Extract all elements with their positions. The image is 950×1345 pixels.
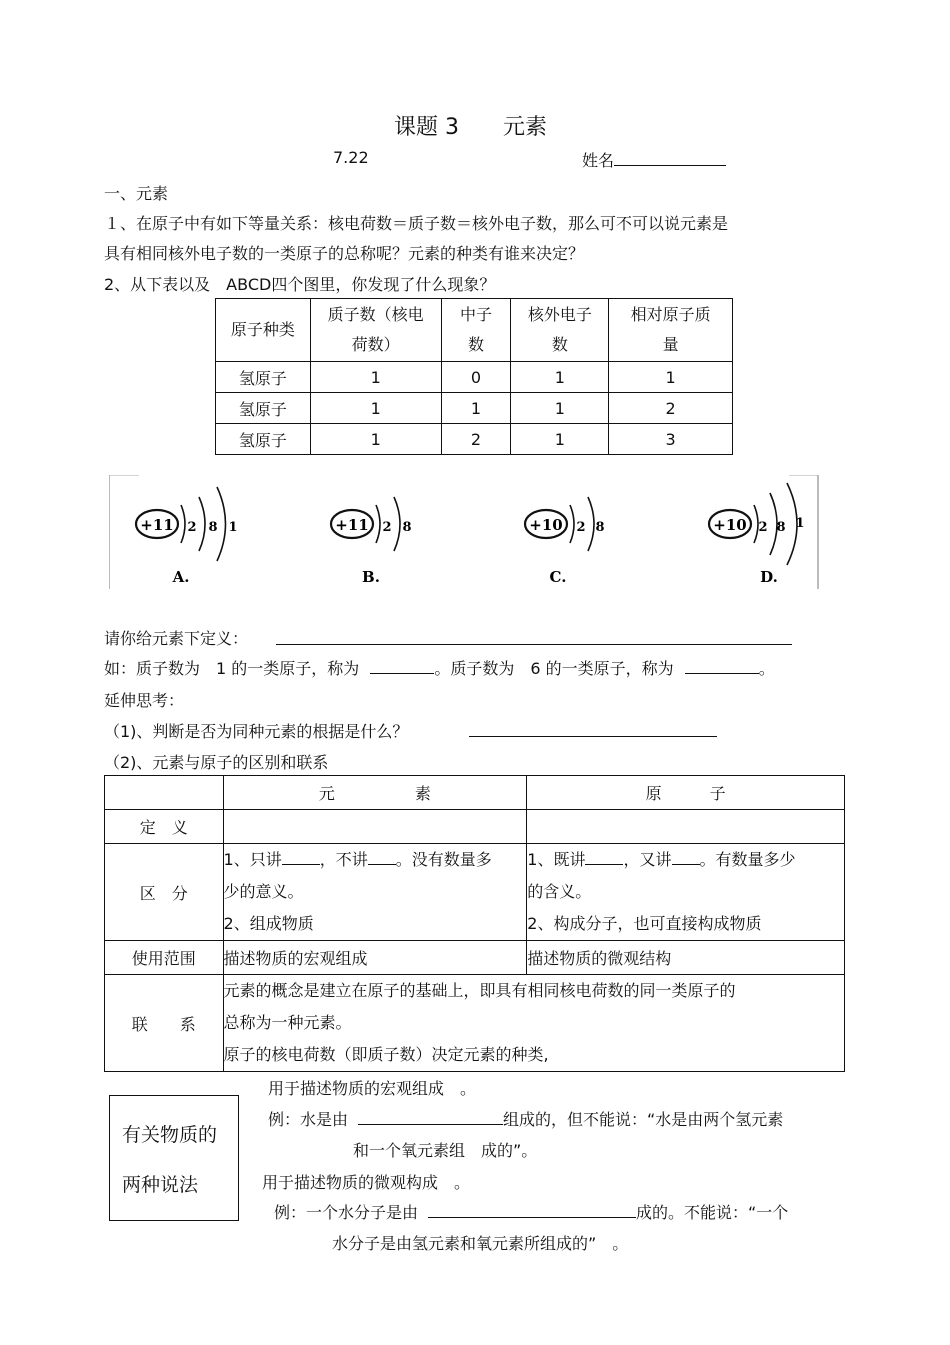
date: 7.22 (333, 148, 369, 167)
name-label-text: 姓名 (582, 151, 615, 170)
table-header-row (105, 776, 845, 810)
definition-element-cell[interactable] (223, 810, 527, 844)
table-cell: 1 (511, 362, 609, 393)
cell-line: 的含义。 (527, 882, 592, 901)
shell-label: 8 (595, 520, 605, 535)
table-row (105, 844, 845, 941)
usage-macro-example: 例：水是由 组成的，但不能说：“水是由两个氢元素 (268, 1110, 784, 1129)
header-cell: 核外电子 数 (511, 299, 609, 362)
shell-label: 8 (776, 520, 786, 535)
example-text-2: 。质子数为 6 的一类原子，称为 (434, 659, 674, 678)
extend-question-2: （2)、元素与原子的区别和联系 (104, 753, 329, 772)
table-cell: 2 (441, 424, 511, 455)
extend-question-1-text: （1)、判断是否为同种元素的根据是什么？ (104, 722, 409, 741)
usage-macro-example-cont: 和一个氧元素组 成的”。 (353, 1141, 538, 1160)
diagram-label: C. (549, 568, 567, 586)
table-cell: 0 (441, 362, 511, 393)
cell-line: 1、只讲 ，不讲 。没有数量多 (223, 850, 492, 869)
table-cell: 区 分 (105, 844, 224, 941)
table-cell: 元 素 (223, 776, 527, 810)
table-cell: 氢原子 (216, 393, 311, 424)
table-cell: 3 (609, 424, 733, 455)
table-cell (223, 975, 844, 1072)
table-cell: 氢原子 (216, 362, 311, 393)
usage-micro-example: 例：一个水分子是由 成的。不能说：“一个 (274, 1203, 789, 1222)
usage-micro: 用于描述物质的微观构成 。 (262, 1173, 471, 1192)
definition-atom-cell[interactable] (527, 810, 845, 844)
isotope-table (215, 298, 733, 455)
shell-label: 2 (382, 520, 392, 535)
table-cell: 1 (310, 424, 441, 455)
definition-prompt (104, 626, 248, 649)
shell-label: 1 (795, 516, 805, 531)
usage-box-line1: 有关物质的 (122, 1124, 218, 1146)
definition-example (104, 656, 775, 679)
nucleus-label: +11 (140, 516, 174, 534)
name-label (582, 148, 726, 171)
nucleus-label: +10 (713, 516, 747, 534)
shell-label: 2 (758, 520, 768, 535)
cell-line: 总称为一种元素。 (223, 1013, 352, 1032)
cell-line: 2、构成分子，也可直接构成物质 (527, 914, 762, 933)
example-blank-2[interactable] (685, 659, 759, 674)
nucleus-label: +11 (335, 516, 369, 534)
header-cell: 中子 数 (441, 299, 511, 362)
cell-line: 元素的概念是建立在原子的基础上，即具有相同核电荷数的同一类原子的 (223, 981, 736, 1000)
table-cell: 描述物质的微观结构 (527, 941, 845, 975)
blank[interactable] (282, 850, 320, 865)
table-row (105, 975, 845, 1072)
table-row (105, 941, 845, 975)
shell-label: 8 (208, 520, 218, 535)
table-row (216, 424, 733, 455)
cell-line: 2、组成物质 (223, 914, 314, 933)
table-cell: 1 (310, 393, 441, 424)
extend-question-1 (104, 719, 408, 742)
question-1-line2: 具有相同核外电子数的一类原子的总称呢？元素的种类有谁来决定？ (104, 244, 585, 263)
header-cell: 质子数（核电 荷数） (310, 299, 441, 362)
table-cell: 定 义 (105, 810, 224, 844)
blank[interactable] (585, 850, 623, 865)
definition-prompt-text: 请你给元素下定义： (104, 629, 249, 648)
table-cell: 氢原子 (216, 424, 311, 455)
macro-blank[interactable] (358, 1110, 503, 1125)
element-atom-table (104, 775, 845, 1072)
atom-diagrams (109, 475, 819, 589)
question-1-line1: １、在原子中有如下等量关系：核电荷数＝质子数＝核外电子数，那么可不可以说元素是 (104, 214, 729, 233)
atom-diagram-a (136, 487, 238, 586)
example-text-1: 如：质子数为 1 的一类原子，称为 (104, 659, 360, 678)
table-cell: 2 (609, 393, 733, 424)
table-cell: 描述物质的宏观组成 (223, 941, 527, 975)
page-title: 课题 3 元素 (394, 115, 547, 140)
table-cell: 1 (609, 362, 733, 393)
nucleus-label: +10 (529, 516, 563, 534)
example-end: 。 (758, 659, 775, 678)
table-cell: 1 (511, 393, 609, 424)
table-header-row (216, 299, 733, 362)
definition-blank[interactable] (276, 630, 792, 645)
header-cell: 原子种类 (216, 299, 311, 362)
micro-blank[interactable] (428, 1203, 636, 1218)
shell-label: 8 (402, 520, 412, 535)
header-cell: 相对原子质 量 (609, 299, 733, 362)
table-cell: 使用范围 (105, 941, 224, 975)
table-cell (105, 776, 224, 810)
blank[interactable] (368, 850, 396, 865)
cell-line: 少的意义。 (223, 882, 304, 901)
cell-line: 原子的核电荷数（即质子数）决定元素的种类, (223, 1045, 549, 1064)
cell-line: 1、既讲 ，又讲 。有数量多少 (527, 850, 796, 869)
usage-box (109, 1095, 239, 1221)
name-blank[interactable] (614, 151, 726, 166)
table-cell (527, 844, 845, 941)
usage-micro-example-cont: 水分子是由氢元素和氧元素所组成的” 。 (332, 1234, 629, 1253)
usage-macro: 用于描述物质的宏观组成 。 (268, 1079, 477, 1098)
diagram-label: D. (760, 568, 778, 586)
extend-blank-1[interactable] (469, 722, 717, 737)
blank[interactable] (672, 850, 700, 865)
table-row (105, 810, 845, 844)
diagram-label: A. (172, 568, 190, 586)
table-cell (223, 844, 527, 941)
section-heading: 一、元素 (104, 184, 169, 203)
diagram-label: B. (362, 568, 380, 586)
question-2: 2、从下表以及 ABCD四个图里，你发现了什么现象？ (104, 275, 496, 294)
shell-label: 2 (576, 520, 586, 535)
atom-diagram-d (709, 483, 805, 586)
table-cell: 1 (441, 393, 511, 424)
atom-diagram-c (525, 497, 605, 586)
table-cell: 1 (310, 362, 441, 393)
table-row (216, 393, 733, 424)
extend-thinking: 延伸思考： (104, 691, 185, 710)
table-cell: 原 子 (527, 776, 845, 810)
table-row (216, 362, 733, 393)
atom-diagram-b (331, 497, 412, 586)
example-blank-1[interactable] (370, 659, 434, 674)
table-cell: 1 (511, 424, 609, 455)
shell-label: 1 (228, 520, 238, 535)
usage-box-line2: 两种说法 (122, 1174, 199, 1196)
shell-label: 2 (187, 520, 197, 535)
table-cell: 联 系 (105, 975, 224, 1072)
